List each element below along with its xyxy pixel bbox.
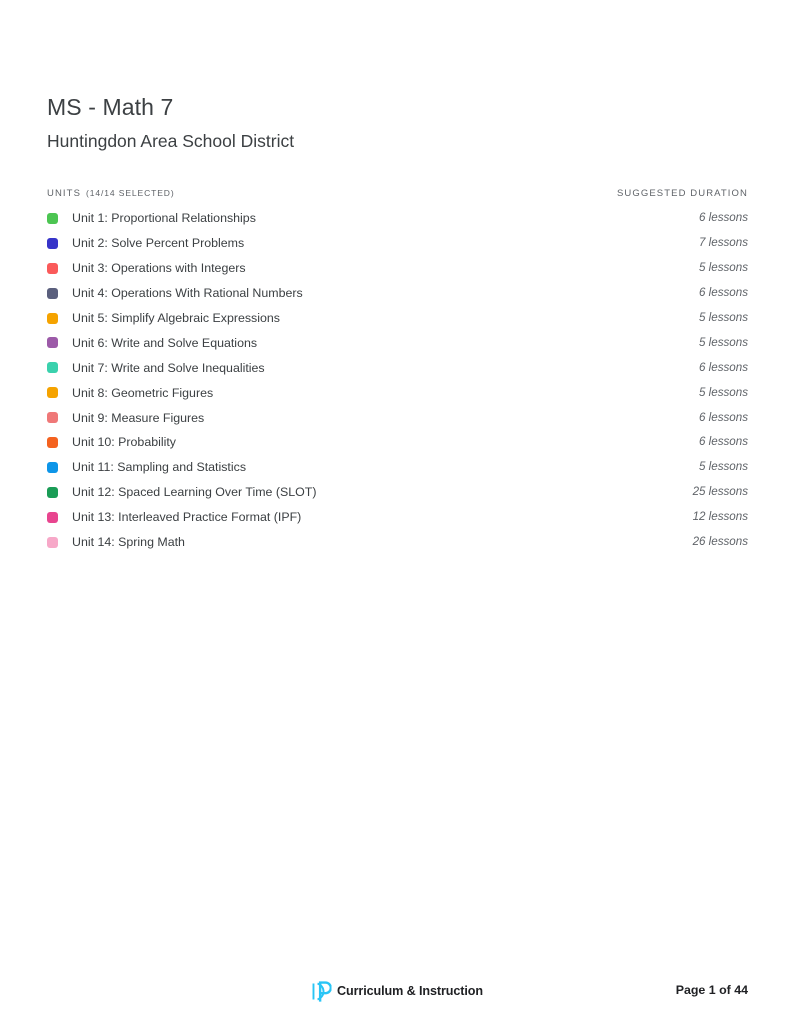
table-row[interactable] bbox=[47, 281, 748, 306]
unit-name: Unit 3: Operations with Integers bbox=[72, 261, 246, 276]
units-table bbox=[47, 188, 748, 554]
table-row[interactable] bbox=[47, 505, 748, 530]
table-row[interactable] bbox=[47, 306, 748, 331]
table-row[interactable] bbox=[47, 405, 748, 430]
units-header-left bbox=[47, 188, 175, 199]
unit-duration: 6 lessons bbox=[699, 286, 748, 300]
footer-brand-text: Curriculum & Instruction bbox=[337, 984, 483, 998]
table-row[interactable] bbox=[47, 380, 748, 405]
unit-duration: 5 lessons bbox=[699, 385, 748, 399]
unit-color-swatch-icon bbox=[47, 512, 58, 523]
table-row[interactable] bbox=[47, 206, 748, 231]
unit-name: Unit 5: Simplify Algebraic Expressions bbox=[72, 311, 280, 325]
unit-duration: 6 lessons bbox=[699, 435, 748, 449]
document-footer bbox=[47, 978, 748, 1008]
unit-color-swatch-icon bbox=[47, 362, 58, 373]
unit-name: Unit 1: Proportional Relationships bbox=[72, 211, 256, 226]
unit-row-left bbox=[47, 285, 699, 301]
table-row[interactable] bbox=[47, 455, 748, 480]
unit-name: Unit 7: Write and Solve Inequalities bbox=[72, 360, 265, 375]
page-title: MS - Math 7 bbox=[47, 94, 174, 120]
unit-duration: 12 lessons bbox=[692, 510, 748, 524]
unit-name: Unit 8: Geometric Figures bbox=[72, 385, 214, 400]
footer-page-number: Page 1 of 44 bbox=[675, 983, 748, 997]
unit-duration: 7 lessons bbox=[699, 236, 748, 250]
unit-color-swatch-icon bbox=[47, 337, 58, 348]
unit-name: Unit 11: Sampling and Statistics bbox=[72, 460, 247, 475]
unit-name: Unit 9: Measure Figures bbox=[72, 410, 205, 425]
unit-duration: 6 lessons bbox=[699, 211, 748, 225]
footer-brand bbox=[312, 978, 483, 1004]
unit-row-left bbox=[47, 360, 699, 376]
unit-row-left bbox=[47, 534, 693, 550]
unit-row-left bbox=[47, 484, 693, 500]
table-row[interactable] bbox=[47, 256, 748, 281]
unit-color-swatch-icon bbox=[47, 462, 58, 473]
unit-duration: 5 lessons bbox=[699, 335, 748, 349]
document-header bbox=[47, 92, 749, 154]
unit-name: Unit 2: Solve Percent Problems bbox=[72, 236, 245, 251]
unit-color-swatch-icon bbox=[47, 313, 58, 324]
unit-color-swatch-icon bbox=[47, 238, 58, 249]
unit-row-left bbox=[47, 385, 699, 401]
table-row[interactable] bbox=[47, 530, 748, 555]
p-signal-logo-icon bbox=[312, 981, 331, 1002]
units-row-list bbox=[47, 206, 748, 554]
unit-duration: 26 lessons bbox=[692, 535, 748, 549]
unit-color-swatch-icon bbox=[47, 412, 58, 423]
table-row[interactable] bbox=[47, 231, 748, 256]
unit-duration: 6 lessons bbox=[699, 410, 748, 424]
units-selected-count: (14/14 SELECTED) bbox=[86, 188, 175, 198]
unit-duration: 6 lessons bbox=[699, 360, 748, 374]
unit-duration: 5 lessons bbox=[699, 460, 748, 474]
unit-color-swatch-icon bbox=[47, 487, 58, 498]
unit-row-left bbox=[47, 260, 699, 276]
unit-color-swatch-icon bbox=[47, 387, 58, 398]
unit-row-left bbox=[47, 459, 699, 475]
table-row[interactable] bbox=[47, 330, 748, 355]
unit-color-swatch-icon bbox=[47, 437, 58, 448]
unit-color-swatch-icon bbox=[47, 263, 58, 274]
unit-duration: 5 lessons bbox=[699, 261, 748, 275]
page-subtitle: Huntingdon Area School District bbox=[47, 131, 295, 151]
table-row[interactable] bbox=[47, 430, 748, 455]
unit-duration: 5 lessons bbox=[699, 311, 748, 324]
unit-row-left bbox=[47, 210, 699, 226]
unit-row-left bbox=[47, 410, 699, 426]
unit-color-swatch-icon bbox=[47, 537, 58, 548]
unit-name: Unit 14: Spring Math bbox=[72, 535, 185, 550]
unit-name: Unit 12: Spaced Learning Over Time (SLOT) bbox=[72, 485, 317, 500]
units-table-header bbox=[47, 188, 748, 206]
unit-name: Unit 13: Interleaved Practice Format (IPF) bbox=[72, 510, 302, 525]
unit-color-swatch-icon bbox=[47, 213, 58, 224]
unit-name: Unit 6: Write and Solve Equations bbox=[72, 335, 258, 350]
table-row[interactable] bbox=[47, 355, 748, 380]
unit-duration: 25 lessons bbox=[692, 485, 748, 499]
unit-color-swatch-icon bbox=[47, 288, 58, 299]
units-column-label: UNITS bbox=[47, 188, 81, 199]
unit-row-left bbox=[47, 509, 693, 525]
unit-row-left bbox=[47, 310, 699, 326]
duration-column-label: SUGGESTED DURATION bbox=[617, 188, 748, 199]
table-row[interactable] bbox=[47, 480, 748, 505]
unit-name: Unit 10: Probability bbox=[72, 435, 176, 450]
unit-row-left bbox=[47, 335, 699, 351]
unit-name: Unit 4: Operations With Rational Numbers bbox=[72, 286, 303, 301]
unit-row-left bbox=[47, 434, 699, 450]
unit-row-left bbox=[47, 235, 699, 251]
